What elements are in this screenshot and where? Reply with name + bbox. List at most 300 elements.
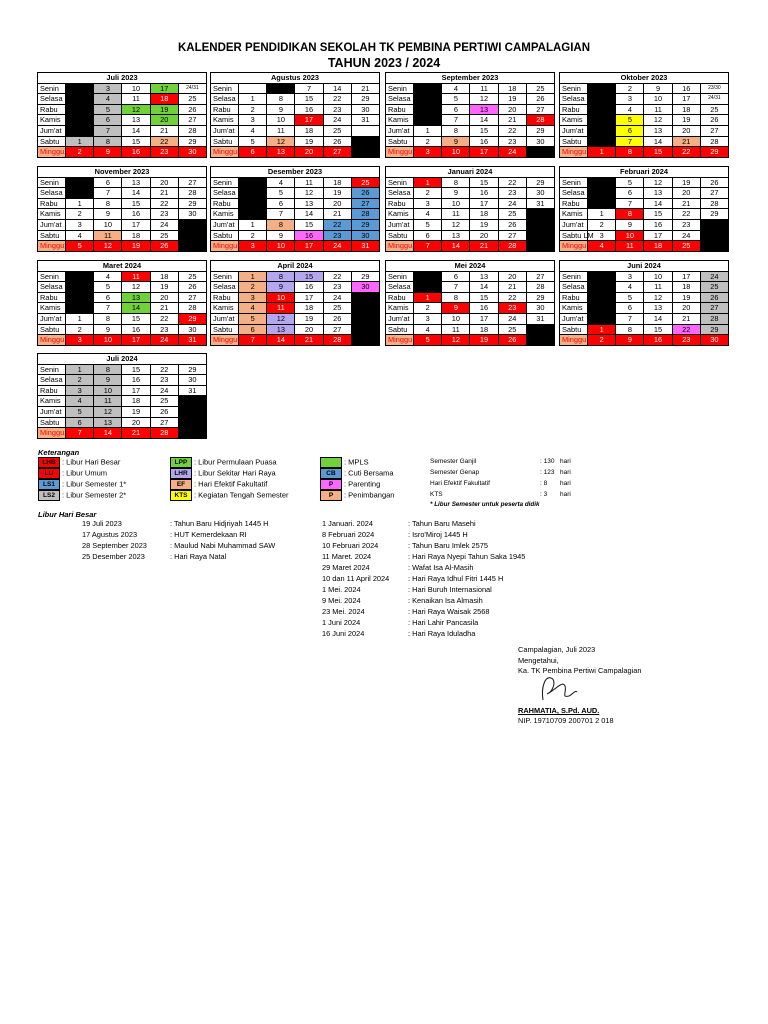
- date-cell: 10: [616, 230, 644, 241]
- date-cell: 24: [150, 335, 178, 346]
- date-cell: 16: [295, 230, 323, 241]
- date-cell: 20: [323, 198, 351, 209]
- day-name: Sabtu: [38, 324, 66, 335]
- date-cell: 11: [122, 94, 150, 105]
- date-cell: 14: [644, 198, 672, 209]
- date-cell: 18: [672, 282, 700, 293]
- date-cell: 6: [267, 198, 295, 209]
- legend-swatch: LU: [38, 468, 60, 479]
- date-cell: 27: [498, 230, 526, 241]
- signature-place-date: Campalagian, Juli 2023: [518, 645, 596, 654]
- date-cell: [588, 104, 616, 115]
- date-cell: 27: [178, 115, 206, 126]
- date-cell: 8: [616, 209, 644, 220]
- date-cell: 2: [239, 104, 267, 115]
- date-cell: 10: [267, 292, 295, 303]
- date-cell: [178, 406, 206, 417]
- signature-name: RAHMATIA, S.Pd. AUD.: [518, 706, 600, 715]
- date-cell: 17: [295, 292, 323, 303]
- date-cell: 7: [94, 188, 122, 199]
- holiday-date: 10 Februari 2024: [322, 541, 379, 550]
- day-name: Selasa: [560, 188, 588, 199]
- date-cell: [66, 125, 94, 136]
- date-cell: 19: [295, 136, 323, 147]
- day-name: Rabu: [560, 198, 588, 209]
- date-cell: 20: [498, 271, 526, 282]
- legend-swatch: [320, 457, 342, 468]
- date-cell: 26: [323, 136, 351, 147]
- date-cell: 16: [672, 83, 700, 94]
- date-cell: 30: [178, 147, 206, 158]
- date-cell: [351, 335, 379, 346]
- holiday-desc: : Hari Raya Idhul Fitri 1445 H: [408, 574, 504, 583]
- day-name: Senin: [211, 271, 239, 282]
- date-cell: 21: [150, 125, 178, 136]
- semester-unit: hari: [560, 469, 571, 476]
- day-name: Minggu: [560, 241, 588, 252]
- semester-unit: hari: [560, 480, 571, 487]
- date-cell: 11: [122, 271, 150, 282]
- day-name: Kamis: [38, 303, 66, 314]
- day-name: Senin: [211, 83, 239, 94]
- day-name: Rabu: [386, 292, 414, 303]
- day-name: Sabtu: [211, 324, 239, 335]
- date-cell: [239, 83, 267, 94]
- day-name: Kamis: [211, 303, 239, 314]
- date-cell: 31: [351, 115, 379, 126]
- date-cell: 9: [267, 230, 295, 241]
- date-cell: 29: [526, 292, 554, 303]
- date-cell: [66, 104, 94, 115]
- date-cell: 1: [588, 147, 616, 158]
- day-name: Rabu: [386, 198, 414, 209]
- holiday-desc: : Hari Lahir Pancasila: [408, 618, 479, 627]
- month-calendar: [37, 353, 207, 439]
- date-cell: 19: [470, 335, 498, 346]
- date-cell: 18: [150, 271, 178, 282]
- date-cell: 24: [150, 385, 178, 396]
- date-cell: 28: [178, 125, 206, 136]
- legend-item: [320, 457, 369, 467]
- date-cell: 11: [442, 324, 470, 335]
- date-cell: [588, 198, 616, 209]
- date-cell: 15: [644, 209, 672, 220]
- date-cell: 4: [66, 396, 94, 407]
- date-cell: 17: [122, 335, 150, 346]
- date-cell: 1: [414, 177, 442, 188]
- date-cell: 18: [470, 209, 498, 220]
- date-cell: 16: [122, 209, 150, 220]
- date-cell: [588, 282, 616, 293]
- date-cell: 12: [442, 335, 470, 346]
- date-cell: 2: [66, 324, 94, 335]
- date-cell: 4: [267, 177, 295, 188]
- day-name: Minggu: [211, 147, 239, 158]
- date-cell: [239, 198, 267, 209]
- date-cell: 3: [414, 147, 442, 158]
- date-cell: 5: [267, 188, 295, 199]
- date-cell: 9: [94, 209, 122, 220]
- date-cell: 22: [498, 177, 526, 188]
- date-cell: 6: [66, 417, 94, 428]
- date-cell: 25: [700, 282, 728, 293]
- date-cell: 11: [94, 396, 122, 407]
- date-cell: [588, 136, 616, 147]
- date-cell: 30: [351, 282, 379, 293]
- date-cell: 13: [94, 417, 122, 428]
- day-name: Kamis: [560, 115, 588, 126]
- legend-item: [170, 490, 289, 500]
- date-cell: 18: [323, 177, 351, 188]
- semester-label: Hari Efektif Fakultatif: [430, 480, 490, 487]
- date-cell: 14: [295, 209, 323, 220]
- legend-item: [320, 479, 380, 489]
- date-cell: 25: [178, 94, 206, 105]
- date-cell: 21: [150, 303, 178, 314]
- day-name: Selasa: [211, 94, 239, 105]
- date-cell: 7: [94, 303, 122, 314]
- date-cell: 4: [616, 104, 644, 115]
- date-cell: [588, 83, 616, 94]
- date-cell: 14: [122, 303, 150, 314]
- date-cell: 4: [588, 241, 616, 252]
- date-cell: 23: [150, 375, 178, 386]
- date-cell: 7: [616, 198, 644, 209]
- day-name: Kamis: [386, 115, 414, 126]
- date-cell: 1: [66, 313, 94, 324]
- date-cell: 13: [644, 188, 672, 199]
- date-cell: [351, 125, 379, 136]
- date-cell: [700, 230, 728, 241]
- day-name: Kamis: [38, 115, 66, 126]
- date-cell: 22: [150, 136, 178, 147]
- day-name: Jum'at: [38, 313, 66, 324]
- day-name: Sabtu: [38, 230, 66, 241]
- date-cell: 6: [239, 324, 267, 335]
- date-cell: 23: [498, 188, 526, 199]
- date-cell: 25: [351, 177, 379, 188]
- date-cell: 14: [323, 83, 351, 94]
- month-calendar: [385, 166, 555, 252]
- page-subtitle: TAHUN 2023 / 2024: [327, 56, 441, 70]
- date-cell: 26: [498, 335, 526, 346]
- date-cell: 14: [94, 428, 122, 439]
- date-cell: [351, 303, 379, 314]
- date-cell: 21: [150, 188, 178, 199]
- month-name: Juli 2023: [38, 73, 207, 84]
- date-cell: [588, 313, 616, 324]
- day-name: Sabtu: [386, 230, 414, 241]
- date-cell: 10: [94, 335, 122, 346]
- date-cell: 3: [66, 385, 94, 396]
- date-cell: 26: [526, 94, 554, 105]
- semester-value: : 130: [540, 458, 555, 465]
- date-cell: 2: [414, 303, 442, 314]
- date-cell: 20: [150, 292, 178, 303]
- date-cell: 31: [526, 198, 554, 209]
- day-name: Selasa: [38, 282, 66, 293]
- date-cell: [588, 94, 616, 105]
- day-name: Minggu: [38, 147, 66, 158]
- day-name: Jum'at: [211, 219, 239, 230]
- legend-label: : Cuti Bersama: [344, 468, 394, 478]
- semester-unit: hari: [560, 458, 571, 465]
- semester-unit: hari: [560, 491, 571, 498]
- date-cell: 30: [178, 324, 206, 335]
- date-cell: 30: [178, 209, 206, 220]
- date-cell: 23: [498, 303, 526, 314]
- date-cell: 2: [239, 282, 267, 293]
- date-cell: 15: [644, 324, 672, 335]
- day-name: Sabtu LM: [560, 230, 588, 241]
- date-cell: 5: [414, 219, 442, 230]
- holiday-desc: : Tahun Baru Hidjriyah 1445 H: [170, 519, 269, 528]
- date-cell: 7: [442, 115, 470, 126]
- date-cell: 29: [178, 136, 206, 147]
- date-cell: 14: [122, 125, 150, 136]
- day-name: Rabu: [38, 385, 66, 396]
- date-cell: 8: [616, 147, 644, 158]
- date-cell: 9: [442, 188, 470, 199]
- date-cell: 26: [178, 282, 206, 293]
- date-cell: 3: [414, 198, 442, 209]
- date-cell: 23: [150, 209, 178, 220]
- date-cell: [66, 303, 94, 314]
- date-cell: [66, 94, 94, 105]
- date-cell: 13: [295, 198, 323, 209]
- date-cell: 8: [267, 271, 295, 282]
- date-cell: 21: [672, 313, 700, 324]
- day-name: Jum'at: [38, 406, 66, 417]
- day-name: Rabu: [560, 104, 588, 115]
- date-cell: 19: [295, 313, 323, 324]
- holiday-desc: : Hari Raya Natal: [170, 552, 227, 561]
- date-cell: 27: [178, 177, 206, 188]
- day-name: Rabu: [211, 104, 239, 115]
- day-name: Sabtu: [560, 136, 588, 147]
- date-cell: 25: [150, 396, 178, 407]
- day-name: Kamis: [211, 209, 239, 220]
- date-cell: 23: [150, 147, 178, 158]
- date-cell: 5: [66, 406, 94, 417]
- day-name: Minggu: [560, 147, 588, 158]
- date-cell: 19: [122, 241, 150, 252]
- date-cell: [239, 209, 267, 220]
- date-cell: 15: [644, 147, 672, 158]
- signature-scribble: [535, 672, 580, 704]
- date-cell: 15: [122, 364, 150, 375]
- date-cell: 22: [323, 271, 351, 282]
- date-cell: 9: [267, 282, 295, 293]
- date-cell: 9: [442, 303, 470, 314]
- date-cell: 23: [672, 335, 700, 346]
- date-cell: [526, 241, 554, 252]
- date-cell: 20: [122, 417, 150, 428]
- semester-note: * Libur Semester untuk peserta didik: [430, 501, 540, 508]
- month-name: Desember 2023: [211, 167, 380, 178]
- legend-item: [38, 468, 107, 478]
- date-cell: 28: [498, 241, 526, 252]
- date-cell: 13: [267, 147, 295, 158]
- legend-swatch: EF: [170, 479, 192, 490]
- date-cell: 18: [644, 241, 672, 252]
- date-cell: 30: [700, 335, 728, 346]
- date-cell: 19: [122, 406, 150, 417]
- date-cell: 23: [323, 230, 351, 241]
- date-cell: 17: [295, 241, 323, 252]
- date-cell: 17: [672, 271, 700, 282]
- signature-acknowledged: Mengetahui,: [518, 656, 559, 665]
- date-cell: 16: [295, 104, 323, 115]
- date-cell: 24: [323, 241, 351, 252]
- month-calendar: [210, 166, 380, 252]
- day-name: Senin: [560, 271, 588, 282]
- date-cell: [178, 241, 206, 252]
- legend-label: : Hari Efektif Fakultatif: [194, 479, 268, 489]
- date-cell: 12: [470, 94, 498, 105]
- date-cell: 5: [414, 335, 442, 346]
- date-cell: 3: [588, 230, 616, 241]
- legend-swatch: CB: [320, 468, 342, 479]
- date-cell: 11: [616, 241, 644, 252]
- date-cell: [700, 219, 728, 230]
- date-cell: 14: [470, 282, 498, 293]
- date-cell: 4: [442, 83, 470, 94]
- day-name: Minggu: [386, 241, 414, 252]
- date-cell: 25: [526, 83, 554, 94]
- date-cell: [526, 335, 554, 346]
- legend-swatch: LHB: [38, 457, 60, 468]
- date-cell: 25: [498, 209, 526, 220]
- date-cell: 23: [323, 282, 351, 293]
- legend-label: : Kegiatan Tengah Semester: [194, 490, 289, 500]
- date-cell: 16: [295, 282, 323, 293]
- month-calendar: [559, 166, 729, 252]
- date-cell: 14: [442, 241, 470, 252]
- date-cell: 1: [588, 209, 616, 220]
- date-cell: [588, 303, 616, 314]
- day-name: Sabtu: [38, 417, 66, 428]
- date-cell: 24: [323, 292, 351, 303]
- legend-item: [38, 457, 120, 467]
- date-cell: 14: [122, 188, 150, 199]
- day-name: Jum'at: [560, 313, 588, 324]
- date-cell: 2: [588, 335, 616, 346]
- day-name: Sabtu: [38, 136, 66, 147]
- date-cell: [351, 292, 379, 303]
- day-name: Selasa: [386, 94, 414, 105]
- date-cell: 1: [239, 271, 267, 282]
- date-cell: 26: [323, 313, 351, 324]
- date-cell: 6: [94, 177, 122, 188]
- date-cell: [66, 271, 94, 282]
- date-cell: [414, 271, 442, 282]
- date-cell: 15: [470, 125, 498, 136]
- holiday-date: 10 dan 11 April 2024: [322, 574, 390, 583]
- date-cell: 6: [94, 292, 122, 303]
- date-cell: [66, 188, 94, 199]
- day-name: Rabu: [211, 198, 239, 209]
- date-cell: 27: [351, 198, 379, 209]
- date-cell: 17: [470, 313, 498, 324]
- date-cell: 11: [295, 177, 323, 188]
- date-cell: 25: [498, 324, 526, 335]
- date-cell: 12: [267, 136, 295, 147]
- date-cell: 21: [323, 209, 351, 220]
- date-cell: 31: [351, 241, 379, 252]
- holiday-date: 28 September 2023: [82, 541, 147, 550]
- date-cell: 20: [470, 230, 498, 241]
- date-cell: 1: [66, 198, 94, 209]
- date-cell: [414, 83, 442, 94]
- day-name: Jum'at: [386, 219, 414, 230]
- date-cell: 21: [498, 115, 526, 126]
- date-cell: 11: [644, 104, 672, 115]
- holiday-date: 11 Maret. 2024: [322, 552, 372, 561]
- legend-label: : Libur Sekitar Hari Raya: [194, 468, 276, 478]
- date-cell: 5: [94, 104, 122, 115]
- date-cell: 21: [351, 83, 379, 94]
- date-cell: 24: [700, 271, 728, 282]
- date-cell: [66, 177, 94, 188]
- date-cell: 29: [178, 364, 206, 375]
- date-cell: 31: [526, 313, 554, 324]
- day-name: Minggu: [38, 428, 66, 439]
- date-cell: [588, 115, 616, 126]
- date-cell: 20: [672, 303, 700, 314]
- holidays-title: Libur Hari Besar: [38, 510, 97, 519]
- date-cell: 7: [616, 136, 644, 147]
- date-cell: [414, 282, 442, 293]
- date-cell: [351, 147, 379, 158]
- month-name: September 2023: [386, 73, 555, 84]
- date-cell: 22: [672, 209, 700, 220]
- date-cell: 28: [178, 188, 206, 199]
- date-cell: 26: [178, 104, 206, 115]
- date-cell: 10: [442, 147, 470, 158]
- date-cell: 20: [150, 115, 178, 126]
- date-cell: 16: [470, 136, 498, 147]
- date-cell: 5: [616, 292, 644, 303]
- day-name: Senin: [386, 177, 414, 188]
- date-cell: 25: [178, 271, 206, 282]
- date-cell: 22: [498, 125, 526, 136]
- date-cell: 29: [526, 125, 554, 136]
- date-cell: 29: [178, 313, 206, 324]
- date-cell: 15: [470, 177, 498, 188]
- holiday-desc: : Maulud Nabi Muhammad SAW: [170, 541, 276, 550]
- day-name: Jum'at: [211, 125, 239, 136]
- date-cell: 17: [470, 198, 498, 209]
- date-cell: [239, 188, 267, 199]
- date-cell: 10: [94, 219, 122, 230]
- legend-label: : MPLS: [344, 457, 369, 467]
- day-name: Rabu: [38, 292, 66, 303]
- date-cell: 16: [470, 188, 498, 199]
- date-cell: 24: [498, 313, 526, 324]
- date-cell: 9: [94, 147, 122, 158]
- date-cell: [178, 417, 206, 428]
- date-cell: 12: [644, 292, 672, 303]
- day-name: Kamis: [38, 209, 66, 220]
- date-cell: 26: [700, 177, 728, 188]
- day-name: Jum'at: [38, 125, 66, 136]
- day-name: Rabu: [38, 198, 66, 209]
- day-name: Senin: [560, 177, 588, 188]
- date-cell: 10: [442, 198, 470, 209]
- date-cell: 27: [323, 324, 351, 335]
- date-cell: 6: [616, 188, 644, 199]
